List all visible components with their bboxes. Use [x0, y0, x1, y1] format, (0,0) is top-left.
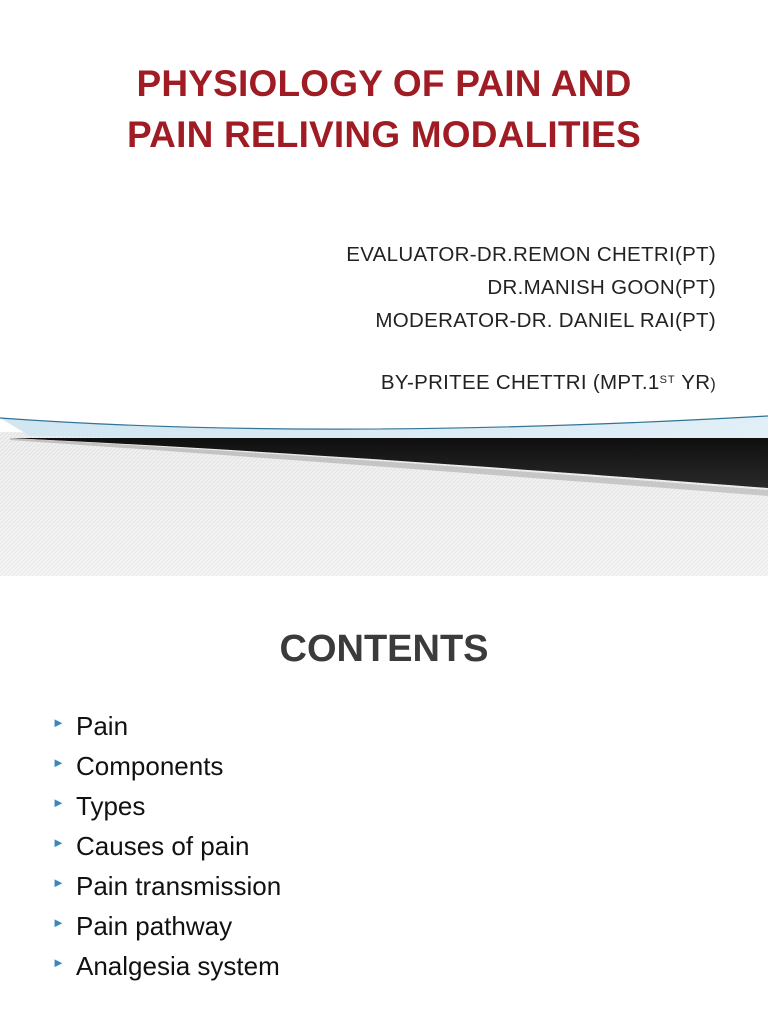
list-item-label: Causes of pain — [76, 830, 250, 861]
list-item-label: Pain pathway — [76, 910, 233, 941]
decorative-wave-band — [0, 410, 768, 576]
list-item-label: Analgesia system — [76, 950, 280, 981]
list-item — [52, 906, 281, 946]
evaluator-line: EVALUATOR-DR.REMON CHETRI(PT) — [346, 243, 716, 266]
bullet-arrow-icon: ► — [52, 714, 65, 730]
contents-slide — [0, 576, 768, 1024]
band-fade — [0, 410, 768, 576]
bullet-arrow-icon: ► — [52, 794, 65, 810]
list-item — [52, 866, 281, 906]
moderator-line: MODERATOR-DR. DANIEL RAI(PT) — [375, 309, 716, 332]
list-item — [52, 706, 281, 746]
list-item — [52, 946, 281, 986]
list-item-label: Pain — [76, 710, 129, 741]
list-item — [52, 826, 281, 866]
bullet-arrow-icon: ► — [52, 914, 65, 930]
title-line-1: PHYSIOLOGY OF PAIN AND — [136, 63, 632, 104]
evaluator-line-2: DR.MANISH GOON(PT) — [487, 276, 716, 299]
bullet-arrow-icon: ► — [52, 874, 65, 890]
author-superscript: ST — [659, 374, 676, 386]
contents-heading: CONTENTS — [279, 628, 489, 670]
list-item — [52, 786, 281, 826]
credits-spacer — [346, 337, 716, 364]
credits-block — [346, 238, 716, 401]
list-item-label: Pain transmission — [76, 870, 282, 901]
author-year: YR — [675, 371, 711, 394]
list-item-label: Components — [76, 750, 224, 781]
list-item — [52, 746, 281, 786]
title-line-2: PAIN RELIVING MODALITIES — [127, 114, 641, 155]
author-close-paren: ) — [710, 376, 716, 393]
bullet-arrow-icon: ► — [52, 754, 65, 770]
bullet-arrow-icon: ► — [52, 834, 65, 850]
author-name: BY-PRITEE CHETTRI (MPT.1 — [380, 371, 660, 394]
bullet-arrow-icon: ► — [52, 954, 65, 970]
list-item-label: Types — [76, 790, 146, 821]
author-line — [346, 364, 716, 401]
contents-list — [52, 706, 281, 986]
slide-title — [0, 58, 768, 160]
